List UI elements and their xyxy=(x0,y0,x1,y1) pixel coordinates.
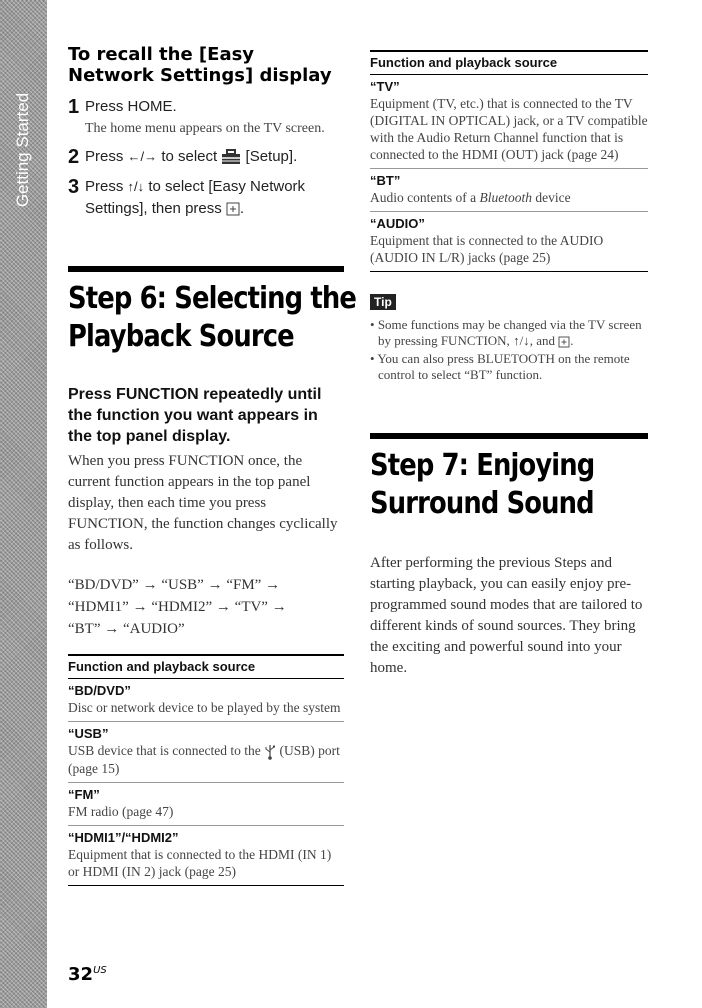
arrow-right-icon: → xyxy=(132,599,148,615)
step-text: Press xyxy=(85,178,124,195)
page-suffix: US xyxy=(93,965,107,976)
table-row xyxy=(68,722,344,783)
recall-step-1 xyxy=(68,96,344,138)
step-subtext: The home menu appears on the TV screen. xyxy=(85,121,325,136)
step-text: to select xyxy=(161,148,218,165)
tip-item: • You can also press BLUETOOTH on the remote control to select “BT” function. xyxy=(370,351,630,382)
function-sequence xyxy=(68,574,344,640)
title-line: Step 6: Selecting the xyxy=(68,281,356,316)
step-number: 1 xyxy=(68,96,80,118)
sequence-item: “TV” xyxy=(234,599,268,615)
tip-text: Some functions may be changed via the TV screen by pressing FUNCTION, xyxy=(377,317,642,348)
up-down-arrow-icon: ↑/↓ xyxy=(513,333,530,348)
sequence-item: “HDMI2” xyxy=(151,599,213,615)
step6-paragraph: When you press FUNCTION once, the current function appears in the top panel display, then each time you press FUNCTION, the function changes cyclically as follows. xyxy=(68,453,338,553)
recall-heading: To recall the [Easy Network Settings] display xyxy=(68,44,332,86)
tip-badge: Tip xyxy=(370,294,396,310)
step7-title xyxy=(370,447,609,523)
step-text: Press HOME. xyxy=(85,98,177,115)
desc-text: Audio contents of a xyxy=(370,190,477,205)
table-row xyxy=(370,169,648,212)
enter-button-icon xyxy=(226,202,240,216)
table-row xyxy=(370,212,648,272)
step-text: Press xyxy=(85,148,124,165)
row-desc xyxy=(68,742,344,777)
arrow-right-icon: → xyxy=(215,599,231,615)
function-table-continued xyxy=(370,50,648,272)
left-column xyxy=(68,44,356,886)
step7-section xyxy=(370,433,648,679)
desc-text: (USB) port (page 15) xyxy=(68,743,340,776)
table-row xyxy=(370,75,648,169)
title-line: Step 7: Enjoying xyxy=(370,448,595,483)
row-key: “AUDIO” xyxy=(370,216,425,231)
usb-icon xyxy=(264,744,276,760)
row-key: “TV” xyxy=(370,79,400,94)
row-desc: Equipment that is connected to the AUDIO (AUDIO IN L/R) jacks (page 25) xyxy=(370,233,604,265)
title-line: Playback Source xyxy=(68,319,294,354)
section-rule xyxy=(370,433,648,439)
page-number-value: 32 xyxy=(68,964,94,985)
section-label: Getting Started xyxy=(13,92,32,208)
sequence-item: “HDMI1” xyxy=(68,599,129,615)
tip-item: • Some functions may be changed via the TV screen by pressing FUNCTION, ↑/↓, and . xyxy=(370,317,642,348)
step-number: 2 xyxy=(68,146,80,168)
step6-title xyxy=(68,280,356,356)
arrow-right-icon: → xyxy=(271,599,287,615)
arrow-right-icon: → xyxy=(142,577,158,593)
row-key: “USB” xyxy=(68,726,109,741)
row-desc: Disc or network device to be played by the system xyxy=(68,700,341,715)
step7-paragraph: After performing the previous Steps and starting playback, you can easily enjoy pre-programmed sound modes that are tailored to different kinds of sound sources. They bring the exciting and powerful sound into your home. xyxy=(370,555,643,676)
step6-subheading: Press FUNCTION repeatedly until the function you want appears in the top panel display. xyxy=(68,386,322,445)
step-text: [Setup]. xyxy=(245,148,298,165)
table-row xyxy=(68,783,344,826)
title-line: Surround Sound xyxy=(370,486,594,521)
tip-text: . xyxy=(570,333,574,348)
row-desc xyxy=(370,189,648,206)
table-row xyxy=(68,826,344,886)
tip-list xyxy=(370,317,648,383)
desc-italic: Bluetooth xyxy=(479,190,532,205)
recall-step-2 xyxy=(68,146,344,168)
table-header: Function and playback source xyxy=(370,50,648,75)
row-key: “BD/DVD” xyxy=(68,683,131,698)
sequence-item: “FM” xyxy=(226,577,262,593)
section-rule xyxy=(68,266,344,272)
row-desc: Equipment that is connected to the HDMI (IN 1) or HDMI (IN 2) jack (page 25) xyxy=(68,846,332,879)
tip-text: You can also press BLUETOOTH on the remote control to select “BT” function. xyxy=(377,351,630,382)
desc-text: device xyxy=(535,190,571,205)
sequence-item: “USB” xyxy=(161,577,204,593)
row-key: “FM” xyxy=(68,786,100,802)
arrow-right-icon: → xyxy=(265,577,281,593)
function-table xyxy=(68,654,344,886)
up-down-arrow-icon: ↑/↓ xyxy=(127,179,145,194)
desc-text: USB device that is connected to the xyxy=(68,743,261,758)
page-number xyxy=(68,964,107,985)
enter-button-icon xyxy=(558,336,570,348)
step-text: . xyxy=(239,200,245,217)
row-desc: Equipment (TV, etc.) that is connected to the TV (DIGITAL IN OPTICAL) jack, or a TV compatible with the Audio Return Channel function that is connected to the HDMI (OUT) jack (page 24) xyxy=(370,96,648,162)
left-right-arrow-icon: ←/→ xyxy=(127,149,158,164)
arrow-right-icon: → xyxy=(207,577,223,593)
step-number: 3 xyxy=(68,176,80,198)
tip-text: , and xyxy=(529,333,555,348)
recall-step-3 xyxy=(68,176,344,220)
row-desc: FM radio (page 47) xyxy=(68,803,174,819)
toolbox-icon xyxy=(221,149,241,165)
arrow-right-icon: → xyxy=(104,621,120,637)
row-key: “HDMI1”/“HDMI2” xyxy=(68,829,179,845)
row-key: “BT” xyxy=(370,173,401,188)
sequence-item: “BD/DVD” xyxy=(68,577,139,593)
right-column xyxy=(370,50,648,679)
sequence-item: “AUDIO” xyxy=(122,621,185,637)
step-text: to select [Easy Network Settings], then press xyxy=(85,178,306,217)
sequence-item: “BT” xyxy=(68,621,101,637)
sidebar-tab xyxy=(0,0,47,1008)
table-header: Function and playback source xyxy=(68,654,344,679)
table-row xyxy=(68,679,344,722)
